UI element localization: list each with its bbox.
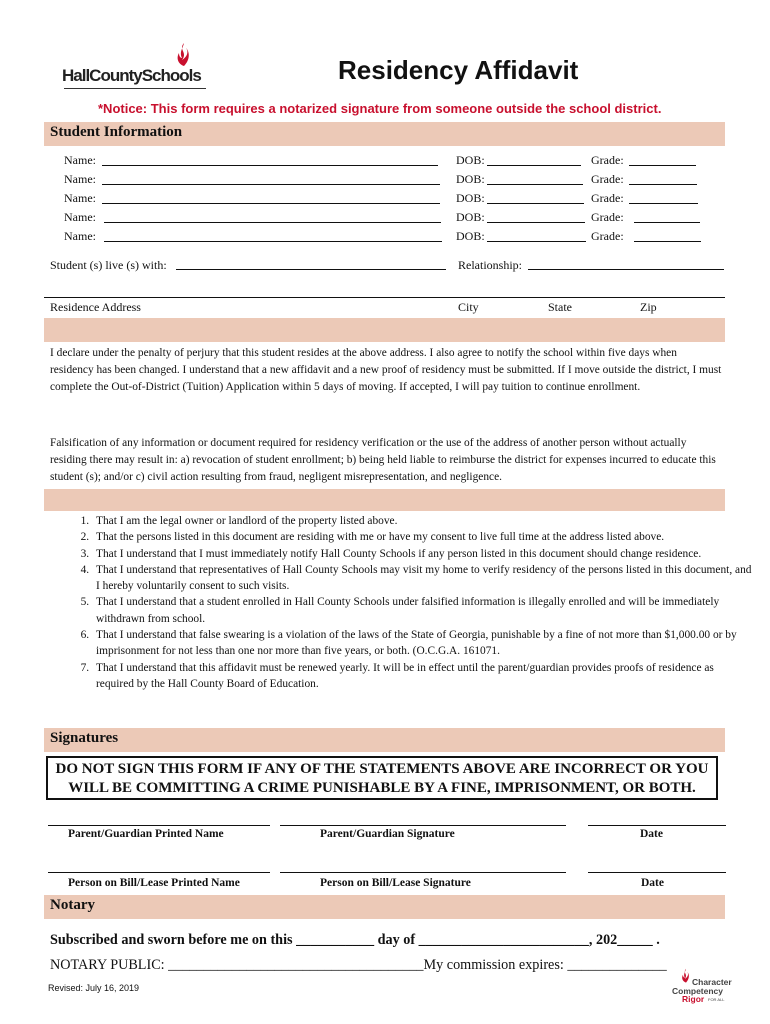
flame-icon bbox=[174, 42, 194, 68]
bill-signature-field[interactable] bbox=[280, 872, 566, 873]
revised-date: Revised: July 16, 2019 bbox=[48, 983, 140, 993]
lives-with-label: Student (s) live (s) with: bbox=[50, 258, 167, 272]
name-field-2[interactable] bbox=[102, 184, 440, 185]
section-heading: Notary bbox=[50, 897, 95, 913]
dob-field-1[interactable] bbox=[487, 165, 581, 166]
statement-item: 7. That I understand that this affidavit must be renewed yearly. It will be in effect until the parent/guardian provides proofs of residence as required by the Hall County Board of Education. bbox=[92, 660, 752, 693]
name-field-3[interactable] bbox=[102, 203, 440, 204]
dob-label: DOB: bbox=[456, 191, 485, 205]
dob-field-2[interactable] bbox=[487, 184, 583, 185]
section-heading: Signatures bbox=[50, 730, 119, 746]
bill-signature-label: Person on Bill/Lease Signature bbox=[320, 877, 471, 889]
declaration-text: I declare under the penalty of perjury that this student resides at the above address. I also agree to notify the school within five days when residency has been changed. I understand that a new affidavit and a new proof of residency must be submitted. If I move outside the district, I must complete the Out-of-District (Tuition) Application within 5 days of moving. If accepted, I will pay tuition to continue enrollment. bbox=[50, 347, 722, 393]
date-label: Date bbox=[641, 877, 664, 889]
parent-printed-field[interactable] bbox=[48, 825, 270, 826]
relationship-field[interactable] bbox=[528, 269, 724, 270]
grade-field-3[interactable] bbox=[629, 203, 698, 204]
logo bbox=[62, 42, 212, 94]
residence-address-field[interactable] bbox=[44, 297, 725, 298]
falsification-text: Falsification of any information or document required for residency verification or the use of the address of another person without actually residing there may result in: a) revocation of student enrollment; b) being held liable to reimburse the district for expenses incurred to educate this student (s); and/or c) civil action resulting from fraud, negligent misrepresentation, and negligence. bbox=[50, 437, 716, 483]
name-field-4[interactable] bbox=[104, 222, 441, 223]
grade-field-1[interactable] bbox=[629, 165, 696, 166]
page-title: Residency Affidavit bbox=[338, 55, 579, 85]
signatures-header bbox=[44, 728, 725, 752]
name-label: Name: bbox=[64, 153, 96, 167]
statement-item: 4. That I understand that representatives of Hall County Schools may visit my home to verify residency of the persons listed in this document, and I hereby voluntarily consent to such visits. bbox=[92, 562, 752, 595]
dob-field-4[interactable] bbox=[487, 222, 585, 223]
statement-item: 1. That I am the legal owner or landlord of the property listed above. bbox=[92, 513, 752, 529]
section-heading: Student Information bbox=[50, 124, 183, 140]
name-field-5[interactable] bbox=[104, 241, 442, 242]
notice-text: *Notice: This form requires a notarized signature from someone outside the school district. bbox=[98, 101, 662, 116]
name-label: Name: bbox=[64, 191, 96, 205]
notary-header bbox=[44, 895, 725, 919]
dob-label: DOB: bbox=[456, 210, 485, 224]
date-label: Date bbox=[640, 828, 663, 840]
residence-address-label: Residence Address bbox=[50, 300, 141, 314]
statement-item: 3. That I understand that I must immediately notify Hall County Schools if any person listed in this document should change residence. bbox=[92, 546, 752, 562]
divider-band bbox=[44, 489, 725, 511]
date-field-1[interactable] bbox=[588, 825, 726, 826]
parent-signature-field[interactable] bbox=[280, 825, 566, 826]
dob-field-5[interactable] bbox=[487, 241, 586, 242]
grade-label: Grade: bbox=[591, 153, 624, 167]
grade-field-2[interactable] bbox=[629, 184, 697, 185]
brand-suffix: FOR ALL bbox=[708, 997, 725, 1002]
state-label: State bbox=[548, 300, 572, 314]
name-label: Name: bbox=[64, 229, 96, 243]
bill-printed-field[interactable] bbox=[48, 872, 270, 873]
flame-icon bbox=[680, 968, 692, 984]
name-label: Name: bbox=[64, 172, 96, 186]
date-field-2[interactable] bbox=[588, 872, 726, 873]
relationship-label: Relationship: bbox=[458, 258, 522, 272]
bill-printed-label: Person on Bill/Lease Printed Name bbox=[68, 877, 240, 889]
dob-label: DOB: bbox=[456, 153, 485, 167]
logo-text: HallCountySchools bbox=[62, 66, 201, 85]
brand-line-rigor: Rigor bbox=[682, 994, 705, 1004]
brand-mark bbox=[668, 968, 738, 1002]
brand-line-competency: Competency bbox=[672, 986, 724, 996]
name-field-1[interactable] bbox=[102, 165, 438, 166]
name-label: Name: bbox=[64, 210, 96, 224]
statement-item: 6. That I understand that false swearing is a violation of the laws of the State of Georgia, punishable by a fine of not more than $1,000.00 or by imprisonment for not less than one nor more than five years, or both. (O.C.G.A. 161071. bbox=[92, 627, 752, 660]
parent-printed-label: Parent/Guardian Printed Name bbox=[68, 828, 224, 840]
dob-field-3[interactable] bbox=[487, 203, 584, 204]
statement-item: 2. That the persons listed in this document are residing with me or have my consent to live full time at the address listed above. bbox=[92, 529, 752, 545]
grade-label: Grade: bbox=[591, 172, 624, 186]
grade-label: Grade: bbox=[591, 191, 624, 205]
lives-with-field[interactable] bbox=[176, 269, 446, 270]
grade-label: Grade: bbox=[591, 229, 624, 243]
grade-field-5[interactable] bbox=[634, 241, 701, 242]
grade-label: Grade: bbox=[591, 210, 624, 224]
sworn-statement: Subscribed and sworn before me on this ___________ day of ________________________, 202_____ . bbox=[50, 932, 660, 948]
zip-label: Zip bbox=[640, 300, 657, 314]
dob-label: DOB: bbox=[456, 172, 485, 186]
grade-field-4[interactable] bbox=[634, 222, 700, 223]
statement-list bbox=[50, 513, 752, 692]
student-info-header bbox=[44, 122, 725, 146]
brand-line-character: Character bbox=[692, 977, 732, 987]
divider-band bbox=[44, 318, 725, 342]
dob-label: DOB: bbox=[456, 229, 485, 243]
statement-item: 5. That I understand that a student enrolled in Hall County Schools under falsified information is illegally enrolled and will be immediately withdrawn from school. bbox=[92, 594, 752, 627]
notary-public-line: NOTARY PUBLIC: ____________________________________My commission expires: ______________ bbox=[50, 957, 667, 973]
city-label: City bbox=[458, 300, 479, 314]
warning-box: DO NOT SIGN THIS FORM IF ANY OF THE STATEMENTS ABOVE ARE INCORRECT OR YOU WILL BE COMMITTING A CRIME PUNISHABLE BY A FINE, IMPRISONMENT, OR BOTH. bbox=[46, 756, 718, 800]
parent-signature-label: Parent/Guardian Signature bbox=[320, 828, 455, 840]
